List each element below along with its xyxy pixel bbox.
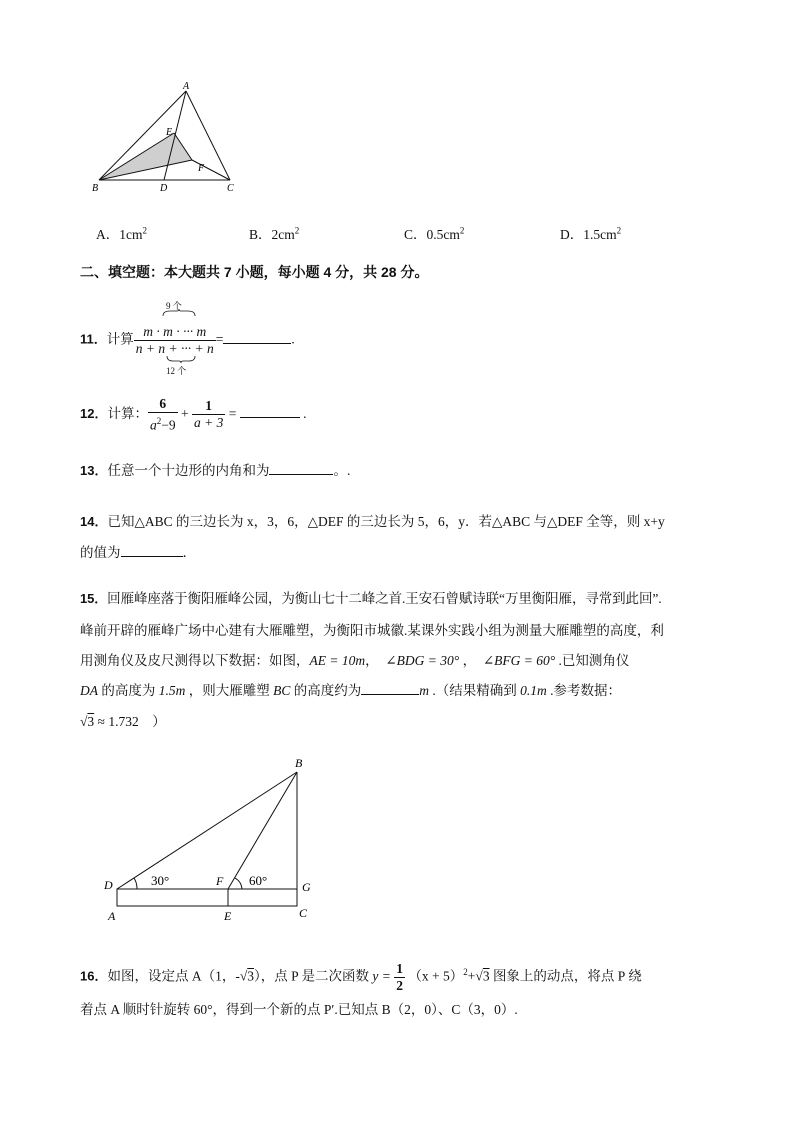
angle-arc-30: [134, 878, 137, 889]
q16-line1: 16．如图，设定点 A（1，-√3），点 P 是二次函数 y = $\frac{1}{2}$ $(x + 5)^2+√3$ 图象上的动点，将点 P 绕: [80, 961, 642, 993]
q11-bottom-count: 12 个: [166, 366, 187, 376]
label-f2: F: [216, 874, 224, 888]
option-c[interactable]: C．$0.5cm^2$: [404, 225, 465, 242]
q12-fraction-1: $\frac{6}{a^2-9}$: [149, 396, 176, 433]
q15-line3: 用测角仪及皮尺测得以下数据：如图，AE = 10m， ∠BDG = 30° ， ∠BFG = 60° .已知测角仪: [80, 653, 630, 668]
label-c: C: [227, 183, 234, 194]
label-a: A: [183, 81, 190, 92]
label-e2: E: [224, 909, 232, 923]
label-g2: G: [302, 880, 311, 894]
q11-top-count: 9 个: [166, 301, 182, 311]
side-ac: [186, 91, 230, 180]
q15-line4: DA 的高度为 1.5m ，则大雁雕塑 BC 的高度约为 m .（结果精确到 0.1m .参考数据：: [80, 683, 622, 698]
q15-answer-blank[interactable]: [361, 682, 419, 695]
q15-line2: 峰前开辟的雁峰广场中心建有大雁雕塑，为衡阳市城徽.某课外实践小组为测量大雁雕塑的高度，利: [80, 623, 664, 638]
q11-answer-blank[interactable]: [223, 331, 291, 344]
option-d[interactable]: D．$1.5cm^2$: [560, 225, 622, 242]
q16-line2: 着点 A 顺时针旋转 60°，得到一个新的点 P′.已知点 B（2，0）、C（3，0）.: [80, 1002, 518, 1017]
q16-half: $\frac{1}{2}$: [396, 961, 404, 993]
angle-arc-60: [235, 878, 242, 889]
angle-label-60: 60°: [249, 873, 268, 888]
q15-line1: 15．回雁峰座落于衡阳雁峰公园，为衡山七十二峰之首.王安石曾赋诗联“万里衡阳雁，寻常到此回”.: [80, 591, 662, 606]
q12-line: 12．计算： $\frac{6}{a^2-9}$ + $\frac{1}{a + 3}$ = .: [80, 396, 307, 433]
label-d2: D: [104, 878, 113, 892]
sqrt-icon: √: [475, 968, 483, 984]
label-b2: B: [295, 756, 303, 770]
q12-fraction-2: $\frac{1}{a + 3}$: [193, 398, 224, 431]
label-e: E: [166, 127, 173, 138]
segment-fb: [228, 772, 297, 889]
label-b: B: [92, 183, 99, 194]
sculpture-figure: [98, 752, 328, 927]
q11-line: 11．计算 $\frac{m \cdot m \cdot \cdot\cdot\cdot m}{n + n + \cdot\cdot\cdot + n}$ = .: [80, 324, 295, 356]
q13-answer-blank[interactable]: [269, 462, 333, 475]
option-b[interactable]: B．$2cm^2$: [249, 225, 300, 242]
triangle-figure: [88, 80, 248, 195]
section-title: 二、填空题：本大题共 7 小题，每小题 4 分，共 28 分。: [80, 264, 429, 280]
q13-line: 13．任意一个十边形的内角和为 。.: [80, 463, 351, 478]
q11-overbrace: [162, 309, 196, 317]
q15-line5: √3 ≈ 1.732 ）: [80, 714, 166, 729]
q11-fraction: $\frac{m \cdot m \cdot \cdot\cdot\cdot m}{n + n + \cdot\cdot\cdot + n}$: [135, 324, 214, 356]
q14-line1: 14．已知△ABC 的三边长为 x，3，6，△DEF 的三边长为 5，6，y．若△ABC 与△DEF 全等，则 x+y: [80, 514, 665, 529]
label-c2: C: [299, 906, 308, 920]
label-f: F: [198, 163, 205, 174]
segment-db: [117, 772, 297, 889]
q11-underbrace: [166, 355, 196, 363]
shaded-triangle: [99, 133, 192, 180]
label-a2: A: [108, 909, 116, 923]
sqrt-icon: √: [239, 968, 248, 984]
option-a[interactable]: A．$1cm^2$: [96, 225, 147, 242]
sqrt-icon: √: [80, 714, 88, 729]
q14-line2: 的值为 ．: [80, 545, 196, 560]
angle-label-30: 30°: [151, 873, 170, 888]
label-d: D: [160, 183, 168, 194]
q12-answer-blank[interactable]: [240, 405, 300, 418]
ground-bar: [117, 889, 297, 906]
q14-answer-blank[interactable]: [121, 544, 183, 557]
